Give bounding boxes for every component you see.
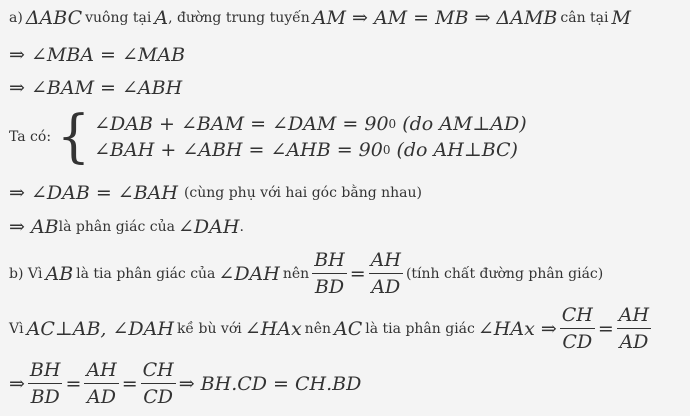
math-row1-reason: (do AM⊥AD) xyxy=(402,113,527,135)
math-ab: ⇒ AB xyxy=(9,216,59,238)
text-la-tia-phan-giac: là tia phân giác của xyxy=(76,265,216,282)
math-ac: AC xyxy=(334,317,363,340)
system-row-2 xyxy=(94,139,527,161)
math-angle-hax-implies: ∠HAx ⇒ xyxy=(477,317,557,340)
fraction-numerator: AH xyxy=(618,304,650,326)
fraction-ah-ad xyxy=(369,249,403,298)
text-vuong-tai: vuông tại xyxy=(85,10,152,26)
fraction-denominator: BD xyxy=(314,276,345,298)
math-triangle-abc: ΔABC xyxy=(25,7,83,29)
fraction-denominator: AD xyxy=(87,386,117,408)
fraction-ch-cd xyxy=(141,359,176,408)
fraction-bar xyxy=(84,383,118,384)
text-can-tai: cân tại xyxy=(560,10,609,26)
math-a: A xyxy=(154,7,169,29)
math-row2: ∠BAH + ∠ABH = ∠AHB = 90 xyxy=(94,139,383,161)
brace-icon: { xyxy=(57,104,91,170)
math-final-result: ⇒ BH.CD = CH.BD xyxy=(178,372,362,395)
fraction-denominator: BD xyxy=(30,386,60,408)
text-duong-trung-tuyen: , đường trung tuyến xyxy=(168,10,310,26)
text-la-phan-giac: là phân giác của xyxy=(58,219,176,235)
text-ke-bu-voi: kề bù với xyxy=(176,320,242,337)
text-nen: nên xyxy=(282,265,310,282)
fraction-numerator: BH xyxy=(314,249,345,271)
line-3 xyxy=(9,77,182,99)
fraction-bar xyxy=(369,273,403,274)
math-angle-hax: ∠HAx xyxy=(244,317,302,340)
math-am-mb: AM ⇒ AM = MB ⇒ ΔAMB xyxy=(312,7,558,29)
fraction-bar xyxy=(560,328,595,329)
fraction-numerator: AH xyxy=(370,249,401,271)
line-1 xyxy=(9,7,631,29)
fraction-bar xyxy=(617,328,651,329)
fraction-denominator: CD xyxy=(562,331,593,353)
text-vi: Vì xyxy=(9,320,24,337)
fraction-bh-bd xyxy=(312,249,347,298)
text-period: . xyxy=(239,219,244,235)
fraction-bar xyxy=(312,273,347,274)
math-row2-reason: (do AH⊥BC) xyxy=(396,139,518,161)
part-label-b: b) Vì xyxy=(9,265,43,282)
math-equals: = xyxy=(597,317,614,340)
part-label-a: a) xyxy=(9,10,23,26)
math-angle-dab-bah: ⇒ ∠DAB = ∠BAH xyxy=(9,182,178,204)
math-equals: = xyxy=(349,262,366,285)
fraction-ah-ad xyxy=(617,304,651,353)
fraction-bar xyxy=(141,383,176,384)
text-tinh-chat: (tính chất đường phân giác) xyxy=(405,265,604,282)
line-4-system xyxy=(9,104,527,170)
fraction-ch-cd xyxy=(560,304,595,353)
line-7 xyxy=(9,249,603,298)
math-row1: ∠DAB + ∠BAM = ∠DAM = 90 xyxy=(94,113,389,135)
text-cung-phu: (cùng phụ với hai góc bằng nhau) xyxy=(183,185,422,201)
math-m: M xyxy=(611,7,631,29)
line-8 xyxy=(9,304,654,353)
fraction-bh-bd xyxy=(28,359,63,408)
fraction-numerator: CH xyxy=(142,359,174,381)
math-angle-dah: ∠DAH xyxy=(218,262,280,285)
text-nen: nên xyxy=(304,320,331,337)
math-row2-degree: 0 xyxy=(382,143,391,157)
math-equals: = xyxy=(65,372,82,395)
math-angle-bam-abh: ⇒ ∠BAM = ∠ABH xyxy=(9,77,183,99)
fraction-numerator: BH xyxy=(29,359,61,381)
math-ac-perp-ab: AC⊥AB, ∠DAH xyxy=(26,317,174,340)
fraction-numerator: AH xyxy=(86,359,117,381)
line-2 xyxy=(9,44,185,66)
fraction-denominator: AD xyxy=(371,276,401,298)
math-implies: ⇒ xyxy=(9,372,25,395)
line-9 xyxy=(9,359,361,408)
math-angle-dah: ∠DAH xyxy=(178,216,240,238)
fraction-ah-ad xyxy=(84,359,118,408)
math-equals: = xyxy=(121,372,138,395)
line-5 xyxy=(9,182,422,204)
math-row1-degree: 0 xyxy=(388,117,397,131)
fraction-denominator: CD xyxy=(143,386,174,408)
math-ab: AB xyxy=(45,262,74,285)
fraction-bar xyxy=(28,383,63,384)
system-row-1 xyxy=(94,113,527,135)
fraction-numerator: CH xyxy=(561,304,593,326)
equation-system xyxy=(94,113,527,161)
fraction-denominator: AD xyxy=(619,331,649,353)
text-la-tia-phan-giac: là tia phân giác xyxy=(365,320,475,337)
math-angle-mba-mab: ⇒ ∠MBA = ∠MAB xyxy=(9,44,186,66)
line-6 xyxy=(9,216,244,238)
text-ta-co: Ta có: xyxy=(9,129,52,145)
